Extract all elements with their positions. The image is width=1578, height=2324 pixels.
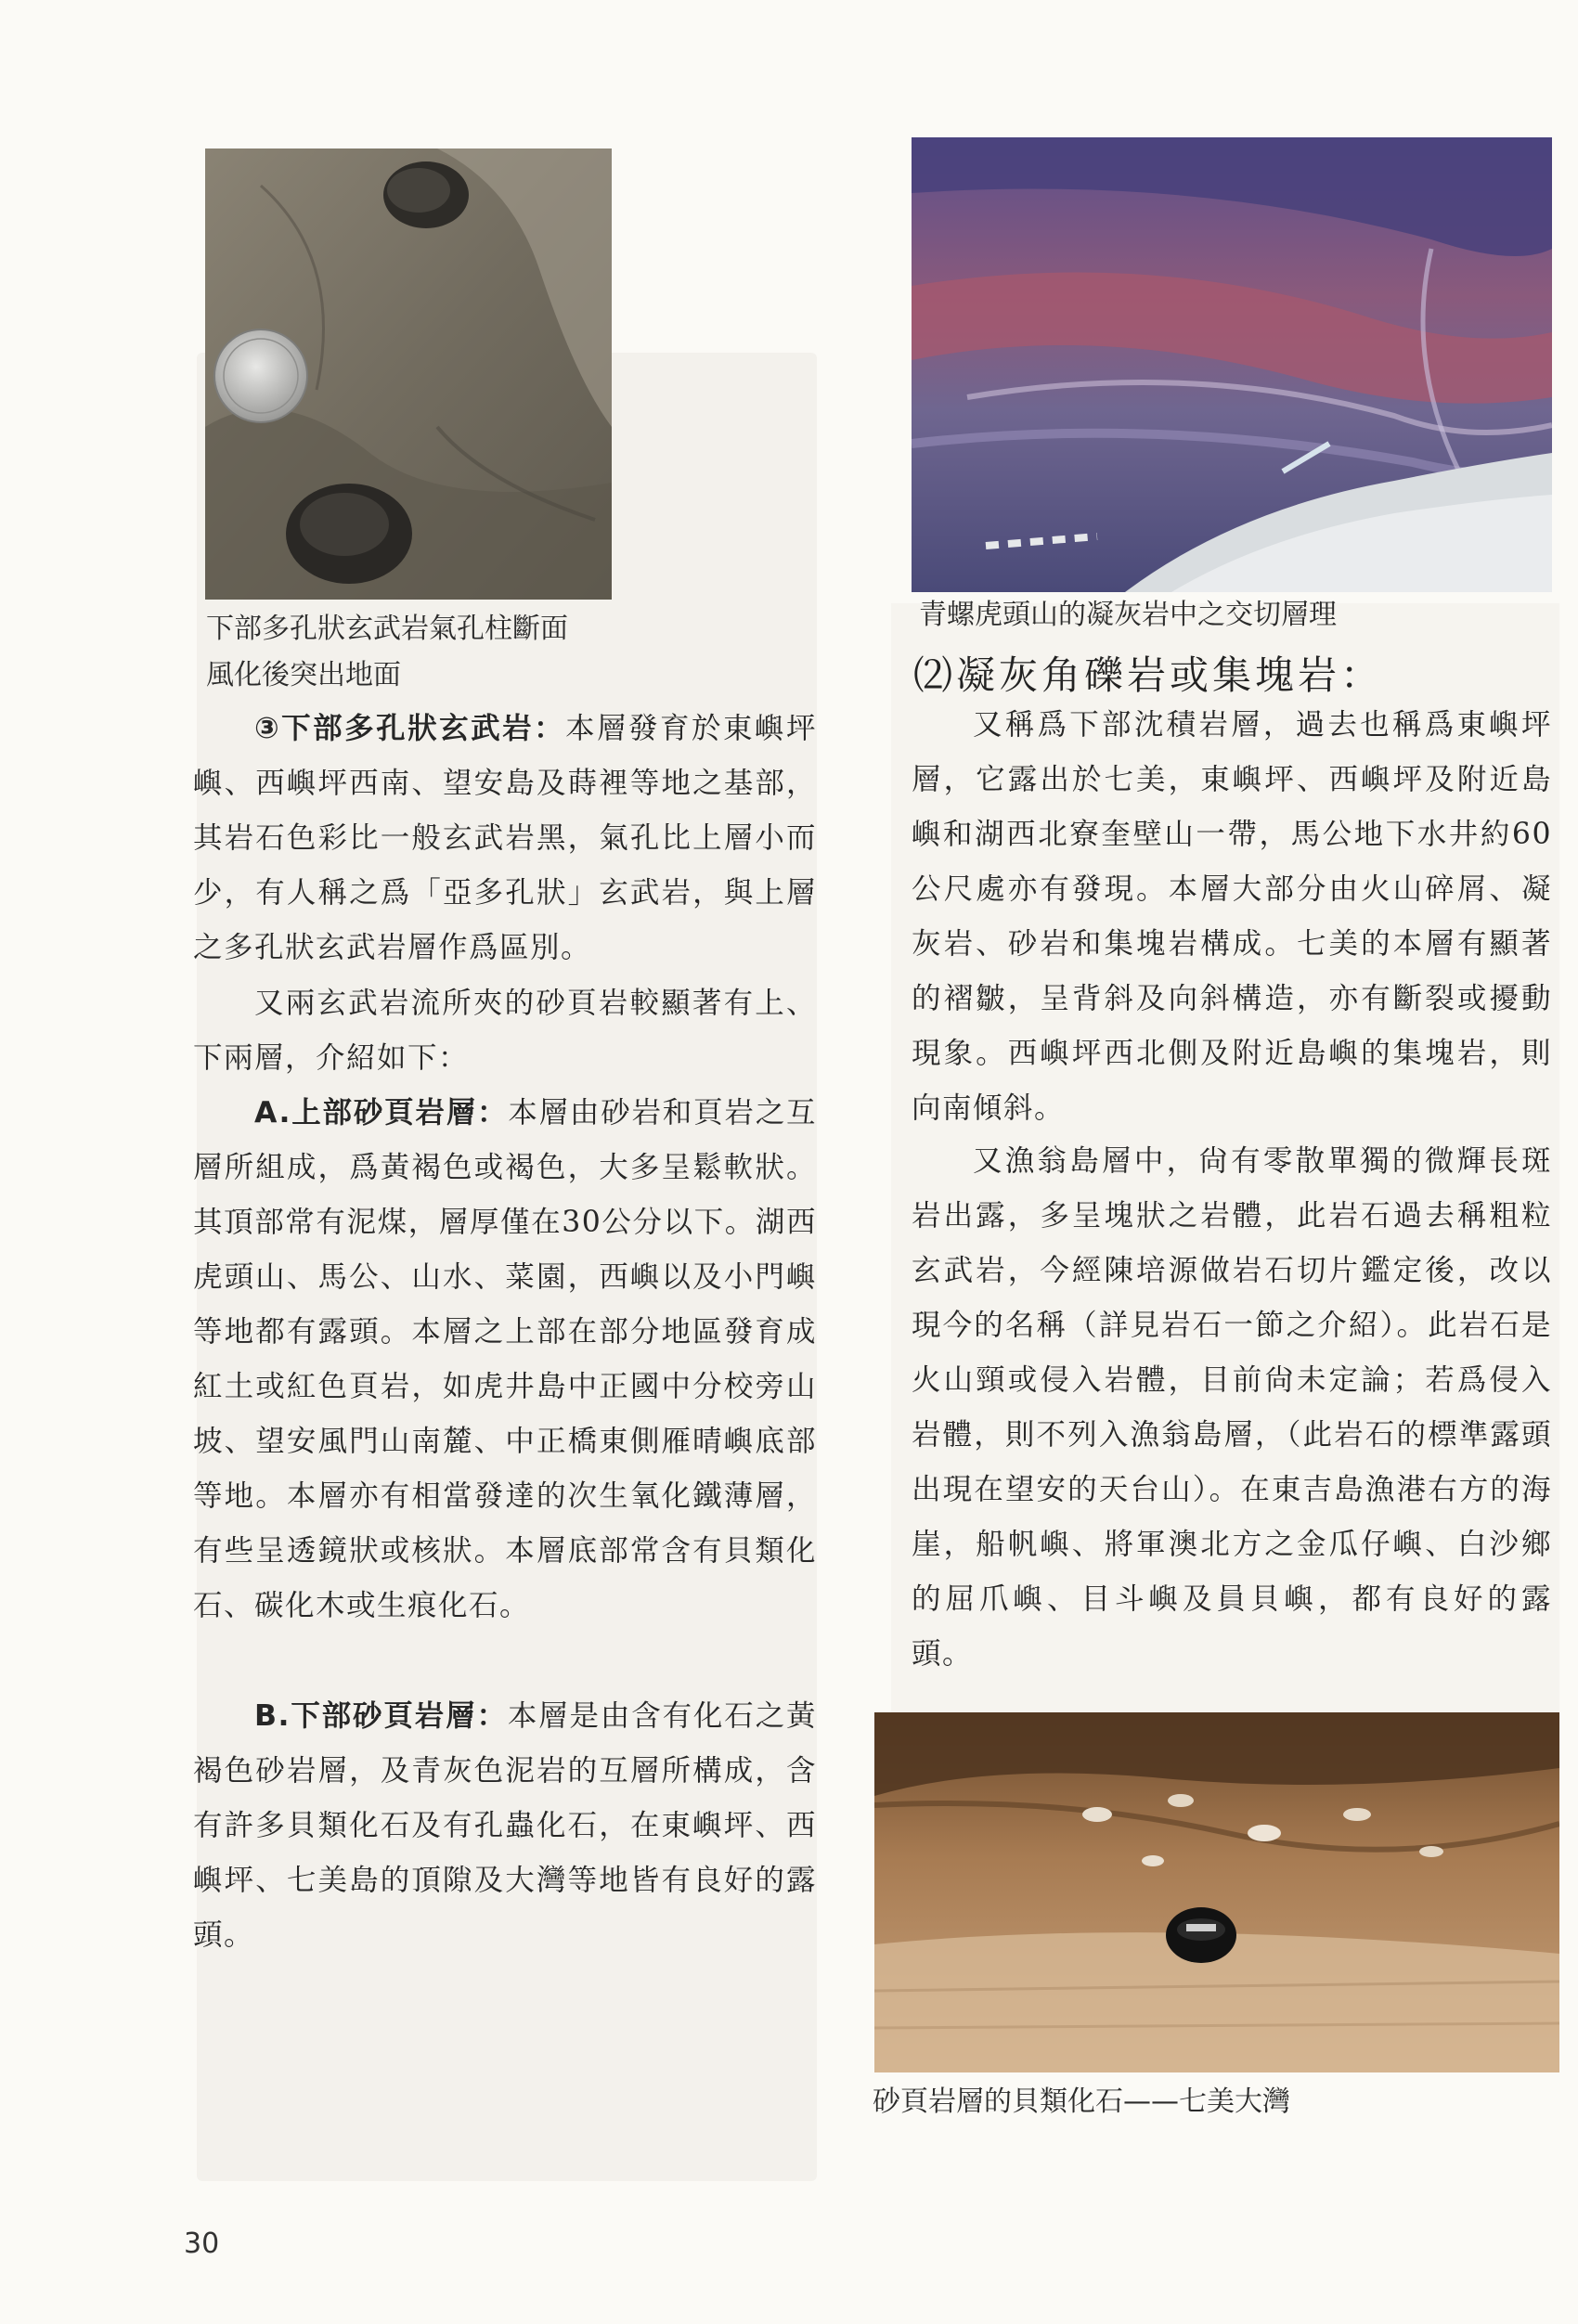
lower-basalt-paragraph (193, 702, 817, 975)
basalt-caption-line1: 下部多孔狀玄武岩氣孔柱斷面 (206, 613, 568, 645)
lower-basalt-label: ③下部多孔狀玄武岩： (254, 712, 566, 745)
tuff-photo (912, 137, 1552, 592)
sandstone-intro-text: 又兩玄武岩流所夾的砂頁岩較顯著有上、下兩層，介紹如下： (193, 987, 817, 1075)
fossil-photo (874, 1712, 1559, 2072)
tuff-caption: 青螺虎頭山的凝灰岩中之交切層理 (919, 599, 1337, 631)
tuff-breccia-text: 又稱爲下部沈積岩層，過去也稱爲東嶼坪層，它露出於七美，東嶼坪、西嶼坪及附近島嶼和湖西北寮奎壁山一帶，馬公地下水井約60公尺處亦有發現。本層大部分由火山碎屑、凝灰岩、砂岩和集塊岩構成。七美的本層有顯著的褶皺，呈背斜及向斜構造，亦有斷裂或擾動現象。西嶼坪西北側及附近島嶼的集塊岩，則向南傾斜。 (912, 708, 1552, 1125)
lower-sandstone-text: 本層是由含有化石之黃褐色砂岩層，及青灰色泥岩的互層所構成，含有許多貝類化石及有孔蟲化石，在東嶼坪、西嶼坪、七美島的頂隙及大灣等地皆有良好的露頭。 (193, 1699, 817, 1952)
upper-sandstone-paragraph (193, 1086, 817, 1633)
sandstone-intro-paragraph (193, 976, 817, 1086)
gabbro-paragraph (912, 1134, 1552, 1682)
page-number: 30 (184, 2227, 220, 2260)
tuff-breccia-paragraph (912, 698, 1552, 1136)
upper-sandstone-label: A.上部砂頁岩層： (254, 1096, 509, 1130)
gabbro-text: 又漁翁島層中，尙有零散單獨的微輝長斑岩出露，多呈塊狀之岩體，此岩石過去稱粗粒玄武岩，今經陳培源做岩石切片鑑定後，改以現今的名稱（詳見岩石一節之介紹）。此岩石是火山頸或侵入岩體，目前尙未定論；若爲侵入岩體，則不列入漁翁島層，（此岩石的標準露頭出現在望安的天台山）。在東吉島漁港右方的海崖，船帆嶼、將軍澳北方之金瓜仔嶼、白沙鄉的屈爪嶼、目斗嶼及員貝嶼，都有良好的露頭。 (912, 1144, 1552, 1671)
lower-sandstone-paragraph (193, 1689, 817, 1963)
fossil-caption: 砂頁岩層的貝類化石——七美大灣 (873, 2085, 1290, 2118)
lower-sandstone-label: B.下部砂頁岩層： (254, 1699, 508, 1733)
basalt-photo (205, 148, 612, 600)
tuff-breccia-heading: ⑵凝灰角礫岩或集塊岩： (913, 652, 1384, 698)
lower-basalt-text: 本層發育於東嶼坪嶼、西嶼坪西南、望安島及蒔裡等地之基部，其岩石色彩比一般玄武岩黑，氣孔比上層小而少，有人稱之爲「亞多孔狀」玄武岩，與上層之多孔狀玄武岩層作爲區別。 (193, 712, 817, 964)
basalt-caption-line2: 風化後突出地面 (206, 659, 401, 691)
upper-sandstone-text: 本層由砂岩和頁岩之互層所組成，爲黃褐色或褐色，大多呈鬆軟狀。其頂部常有泥煤，層厚僅在30公分以下。湖西虎頭山、馬公、山水、菜園，西嶼以及小門嶼等地都有露頭。本層之上部在部分地區發育成紅土或紅色頁岩，如虎井島中正國中分校旁山坡、望安風門山南麓、中正橋東側雁晴嶼底部等地。本層亦有相當發達的次生氧化鐵薄層，有些呈透鏡狀或核狀。本層底部常含有貝類化石、碳化木或生痕化石。 (193, 1096, 817, 1622)
